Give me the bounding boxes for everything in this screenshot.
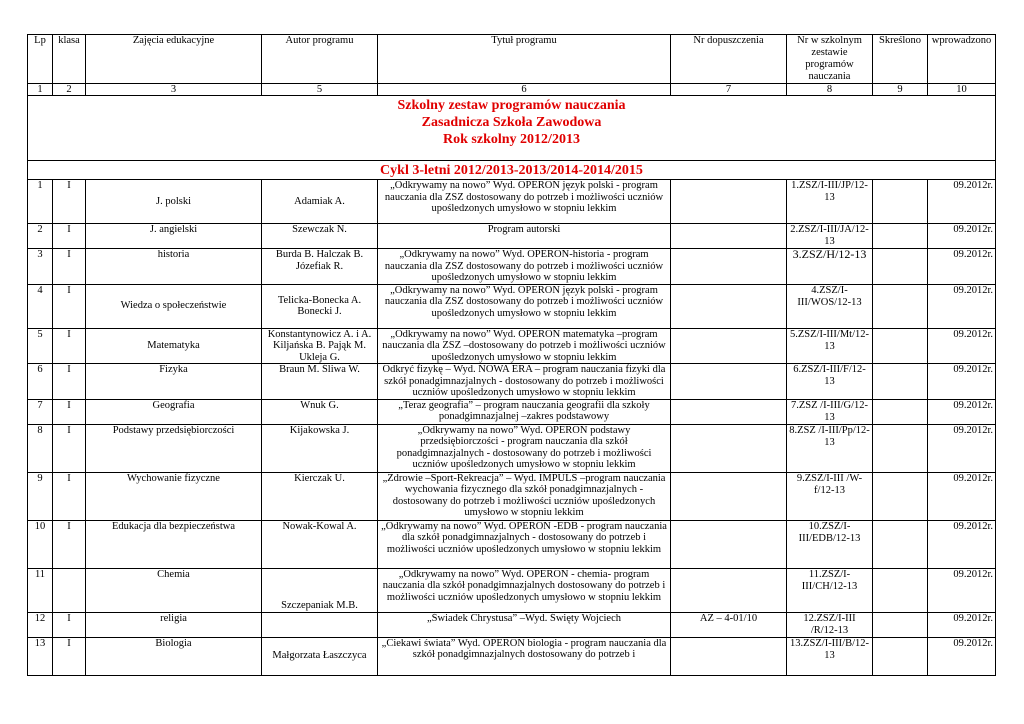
row-introduced: 09.2012r. [928, 249, 996, 285]
row-introduced: 09.2012r. [928, 284, 996, 328]
row-subject: Wiedza o społeczeństwie [86, 284, 262, 328]
row-school-number: 4.ZSZ/I-III/WOS/12-13 [787, 284, 873, 328]
row-lp: 9 [28, 472, 53, 520]
row-school-number: 7.ZSZ /I-III/G/12-13 [787, 399, 873, 424]
row-class: I [53, 284, 86, 328]
table-row [28, 224, 996, 249]
row-struck [873, 399, 928, 424]
column-number: 1 [28, 84, 53, 96]
row-author: Nowak-Kowal A. [262, 520, 378, 568]
row-approval [671, 224, 787, 249]
header-nr: Nr w szkolnym zestawie programów nauczania [787, 35, 873, 84]
row-struck [873, 568, 928, 612]
row-school-number: 12.ZSZ/I-III /R/12-13 [787, 612, 873, 637]
table-row [28, 568, 996, 612]
row-program-title: „Odkrywamy na nowo” Wyd. OPERON podstawy przedsiębiorczości - program nauczania dla szkół ponadgimnazjalnych - dostosowany do potrzeb i możliwości uczniów upośledzonych umysłowo w stopniu lekkim [378, 424, 671, 472]
row-subject: Wychowanie fizyczne [86, 472, 262, 520]
row-approval [671, 399, 787, 424]
row-struck [873, 472, 928, 520]
row-school-number: 5.ZSZ/I-III/Mt/12-13 [787, 328, 873, 364]
row-subject: religia [86, 612, 262, 637]
row-struck [873, 637, 928, 675]
row-lp: 11 [28, 568, 53, 612]
table-body [28, 96, 996, 676]
row-program-title: „Zdrowie –Sport-Rekreacja” – Wyd. IMPULS –program nauczania wychowania fizycznego dla szkół ponadgimnazjalnych - dostosowany do potrzeb i możliwości uczniów upośledzonych umysłowo w stopniu lekkim [378, 472, 671, 520]
row-class: I [53, 637, 86, 675]
row-author: Małgorzata Łaszczyca [262, 637, 378, 675]
row-subject: Chemia [86, 568, 262, 612]
cycle-row [28, 161, 996, 180]
row-author: Burda B. Halczak B. Józefiak R. [262, 249, 378, 285]
header-lp: Lp [28, 35, 53, 84]
table-row [28, 284, 996, 328]
column-number: 2 [53, 84, 86, 96]
header-row [28, 35, 996, 84]
row-lp: 7 [28, 399, 53, 424]
row-lp: 13 [28, 637, 53, 675]
row-approval: AZ – 4-01/10 [671, 612, 787, 637]
row-program-title: „Świadek Chrystusa” –Wyd. Święty Wojciech [378, 612, 671, 637]
row-introduced: 09.2012r. [928, 364, 996, 400]
header-subject: Zajęcia edukacyjne [86, 35, 262, 84]
row-program-title: „Odkrywamy na nowo” Wyd. OPERON -EDB - program nauczania dla szkół ponadgimnazjalnych - dostosowany do potrzeb i możliwości uczniów upośledzonych umysłowo w stopniu lekkim [378, 520, 671, 568]
row-program-title: „Odkrywamy na nowo” Wyd. OPERON-historia - program nauczania dla ZSZ dostosowany do potrzeb i możliwości uczniów upośledzonych umysłowo w stopniu lekkim [378, 249, 671, 285]
row-struck [873, 180, 928, 224]
header-klasa: klasa [53, 35, 86, 84]
row-program-title: „Odkrywamy na nowo” Wyd. OPERON - chemia- program nauczania dla szkół ponadgimnazjalnych dostosowany do potrzeb i możliwości uczniów upośledzonych umysłowo w stopniu lekkim [378, 568, 671, 612]
row-class: I [53, 180, 86, 224]
row-subject: J. angielski [86, 224, 262, 249]
column-number: 9 [873, 84, 928, 96]
row-introduced: 09.2012r. [928, 520, 996, 568]
title-row [28, 96, 996, 161]
row-class: I [53, 424, 86, 472]
row-class: I [53, 612, 86, 637]
table-row [28, 399, 996, 424]
row-class: I [53, 364, 86, 400]
row-school-number: 6.ZSZ/I-III/F/12-13 [787, 364, 873, 400]
column-number: 8 [787, 84, 873, 96]
row-subject: J. polski [86, 180, 262, 224]
row-approval [671, 520, 787, 568]
table-row [28, 424, 996, 472]
row-struck [873, 224, 928, 249]
row-school-number: 9.ZSZ/I-III /W-f/12-13 [787, 472, 873, 520]
row-lp: 4 [28, 284, 53, 328]
row-introduced: 09.2012r. [928, 568, 996, 612]
header-introduced: wprowadzono [928, 35, 996, 84]
row-subject: Matematyka [86, 328, 262, 364]
title-line: Rok szkolny 2012/2013 [443, 132, 580, 147]
row-subject: Edukacja dla bezpieczeństwa [86, 520, 262, 568]
row-struck [873, 612, 928, 637]
row-subject: Biologia [86, 637, 262, 675]
row-lp: 6 [28, 364, 53, 400]
row-lp: 3 [28, 249, 53, 285]
table-row [28, 364, 996, 400]
row-author [262, 612, 378, 637]
column-number: 5 [262, 84, 378, 96]
row-class: I [53, 328, 86, 364]
row-school-number: 1.ZSZ/I-III/JP/12-13 [787, 180, 873, 224]
row-school-number: 11.ZSZ/I-III/CH/12-13 [787, 568, 873, 612]
column-number: 10 [928, 84, 996, 96]
row-author: Konstantynowicz A. i A. Kiljańska B. Pająk M. Ukleja G. [262, 328, 378, 364]
row-author: Braun M. Śliwa W. [262, 364, 378, 400]
row-struck [873, 364, 928, 400]
table-row [28, 180, 996, 224]
row-introduced: 09.2012r. [928, 224, 996, 249]
row-subject: Geografia [86, 399, 262, 424]
row-lp: 2 [28, 224, 53, 249]
column-number: 6 [378, 84, 671, 96]
table-row [28, 472, 996, 520]
row-class [53, 568, 86, 612]
cycle-heading: Cykl 3-letni 2012/2013-2013/2014-2014/2015 [28, 161, 996, 180]
row-introduced: 09.2012r. [928, 399, 996, 424]
row-author: Kierczak U. [262, 472, 378, 520]
header-title: Tytuł programu [378, 35, 671, 84]
row-program-title: Odkryć fizykę – Wyd. NOWA ERA – program nauczania fizyki dla szkół ponadgimnazjalnych - dostosowany do potrzeb i możliwości uczniów upośledzonych umysłowo w stopniu lekkim [378, 364, 671, 400]
curriculum-table [27, 34, 996, 676]
row-approval [671, 568, 787, 612]
row-author: Wnuk G. [262, 399, 378, 424]
row-lp: 1 [28, 180, 53, 224]
row-subject: Fizyka [86, 364, 262, 400]
row-program-title: „Ciekawi świata” Wyd. OPERON biologia - program nauczania dla szkół ponadgimnazjalnych dostosowany do potrzeb i [378, 637, 671, 675]
row-school-number: 2.ZSZ/I-III/JA/12-13 [787, 224, 873, 249]
row-lp: 8 [28, 424, 53, 472]
row-class: I [53, 520, 86, 568]
row-struck [873, 520, 928, 568]
row-introduced: 09.2012r. [928, 328, 996, 364]
row-approval [671, 249, 787, 285]
row-approval [671, 424, 787, 472]
row-approval [671, 472, 787, 520]
row-struck [873, 328, 928, 364]
row-introduced: 09.2012r. [928, 612, 996, 637]
row-introduced: 09.2012r. [928, 637, 996, 675]
row-lp: 10 [28, 520, 53, 568]
row-lp: 5 [28, 328, 53, 364]
row-class: I [53, 399, 86, 424]
header-struck: Skreślono [873, 35, 928, 84]
table-row [28, 249, 996, 285]
header-author: Autor programu [262, 35, 378, 84]
row-lp: 12 [28, 612, 53, 637]
table-row [28, 612, 996, 637]
row-class: I [53, 224, 86, 249]
row-author: Adamiak A. [262, 180, 378, 224]
row-school-number: 13.ZSZ/I-III/B/12-13 [787, 637, 873, 675]
row-introduced: 09.2012r. [928, 180, 996, 224]
title-line: Szkolny zestaw programów nauczania [397, 98, 626, 113]
row-approval [671, 364, 787, 400]
title-line: Zasadnicza Szkoła Zawodowa [421, 115, 602, 130]
row-struck [873, 424, 928, 472]
row-class: I [53, 249, 86, 285]
row-author: Szewczak N. [262, 224, 378, 249]
table-row [28, 637, 996, 675]
column-number: 3 [86, 84, 262, 96]
header-approval: Nr dopuszczenia [671, 35, 787, 84]
row-introduced: 09.2012r. [928, 424, 996, 472]
row-approval [671, 328, 787, 364]
row-program-title: „Teraz geografia” – program nauczania geografii dla szkoły ponadgimnazjalnej –zakres podstawowy [378, 399, 671, 424]
row-introduced: 09.2012r. [928, 472, 996, 520]
row-approval [671, 284, 787, 328]
row-school-number: 10.ZSZ/I-III/EDB/12-13 [787, 520, 873, 568]
row-school-number: 3.ZSZ/H/12-13 [787, 249, 873, 285]
table-row [28, 520, 996, 568]
row-author: Szczepaniak M.B. [262, 568, 378, 612]
row-class: I [53, 472, 86, 520]
row-program-title: „Odkrywamy na nowo” Wyd. OPERON język polski - program nauczania dla ZSZ dostosowany do potrzeb i możliwości uczniów upośledzonych umysłowo w stopniu lekkim [378, 284, 671, 328]
row-subject: historia [86, 249, 262, 285]
row-approval [671, 637, 787, 675]
row-struck [873, 284, 928, 328]
row-subject: Podstawy przedsiębiorczości [86, 424, 262, 472]
document-title [28, 96, 996, 161]
row-struck [873, 249, 928, 285]
row-author: Kijakowska J. [262, 424, 378, 472]
column-number: 7 [671, 84, 787, 96]
row-approval [671, 180, 787, 224]
table-row [28, 328, 996, 364]
row-author: Telicka-Bonecka A. Bonecki J. [262, 284, 378, 328]
row-program-title: „Odkrywamy na nowo” Wyd. OPERON matematyka –program nauczania dla ZSZ –dostosowany do potrzeb i możliwości uczniów upośledzonych umysłowo w stopniu lekkim [378, 328, 671, 364]
row-program-title: Program autorski [378, 224, 671, 249]
column-number-row [28, 84, 996, 96]
row-school-number: 8.ZSZ /I-III/Pp/12-13 [787, 424, 873, 472]
row-program-title: „Odkrywamy na nowo” Wyd. OPERON język polski - program nauczania dla ZSZ dostosowany do potrzeb i możliwości uczniów upośledzonych umysłowo w stopniu lekkim [378, 180, 671, 224]
